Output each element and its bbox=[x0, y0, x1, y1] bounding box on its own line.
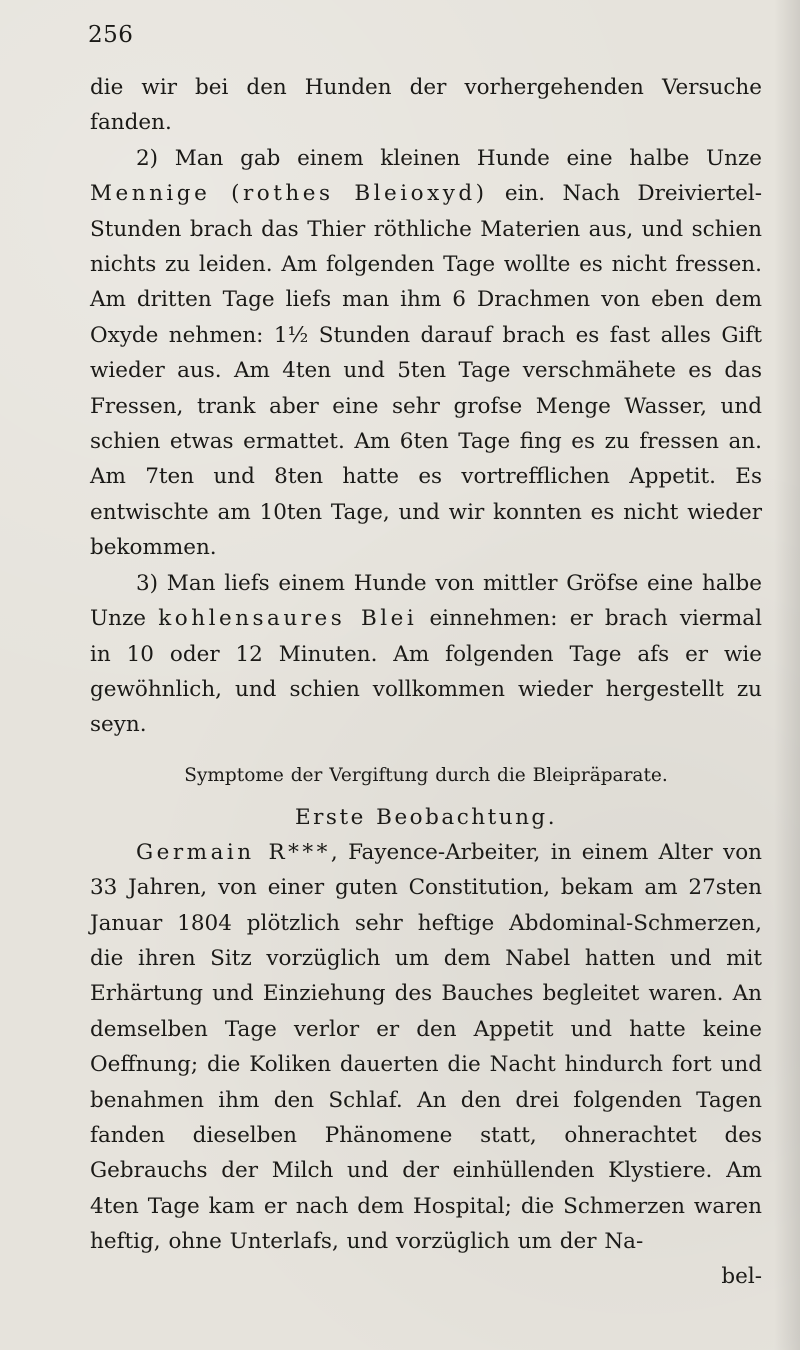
observation-heading: Erste Beobachtung. bbox=[294, 804, 558, 830]
spaced-name: Germain R*** bbox=[136, 839, 331, 865]
paragraph-experiment-2 bbox=[90, 141, 762, 566]
paragraph-text: , Fayence-Arbeiter, in einem Alter von 33 Jahren, von einer guten Constitution, bekam am 27sten Januar 1804 plötzlich sehr heftige Abdominal-Schmerzen, die ihren Sitz vorzüglich um dem Nabel hatten und mit Erhärtung und Einziehung des Bauches begleitet waren. An demselben Tage verlor er den Appetit und hatte keine Oeffnung; die Koliken dauerten die Nacht hindurch fort und benahmen ihm den Schlaf. An den drei folgenden Tagen fanden dieselben Phänomene statt, ohnerachtet des Gebrauchs der Milch und der einhüllenden Klystiere. Am 4ten Tage kam er nach dem Hospital; die Schmerzen waren heftig, ohne Unterlafs, und vorzüglich um der Na- bbox=[90, 839, 762, 1255]
paragraph-text: 3) Man liefs einem Hunde von mittler Gröfse eine halbe Unze bbox=[90, 570, 762, 632]
catchword: bel- bbox=[721, 1263, 762, 1289]
section-title: Symptome der Vergiftung durch die Bleipräparate. bbox=[184, 764, 668, 786]
paragraph-continuation bbox=[90, 70, 762, 141]
paragraph-text: einnehmen: er brach viermal in 10 oder 12 Minuten. Am folgenden Tage afs er wie gewöhnlich, und schien vollkommen wieder hergestellt zu seyn. bbox=[90, 606, 762, 738]
paragraph-text: ein. Nach Dreiviertel-Stunden brach das Thier röthliche Materien aus, und schien nichts zu leiden. Am folgenden Tage wollte es nicht fressen. Am dritten Tage liefs man ihm 6 Drachmen von eben dem Oxyde nehmen: 1½ Stunden darauf brach es fast alles Gift wieder aus. Am 4ten und 5ten Tage verschmähete es das Fressen, trank aber eine sehr grofse Menge Wasser, und schien etwas ermattet. Am 6ten Tage fing es zu fressen an. Am 7ten und 8ten hatte es vortrefflichen Appetit. Es entwischte am 10ten Tage, und wir konnten es nicht wieder bekommen. bbox=[90, 181, 762, 561]
page-number: 256 bbox=[88, 22, 134, 48]
paragraph-text: 2) Man gab einem kleinen Hunde eine halbe Unze bbox=[136, 145, 762, 171]
spaced-term: kohlensaures Blei bbox=[158, 606, 418, 632]
page-body bbox=[90, 70, 762, 1292]
paragraph-text: die wir bei den Hunden der vorhergehenden Versuche fanden. bbox=[90, 75, 762, 136]
spaced-term: Mennige (rothes Bleioxyd) bbox=[90, 181, 488, 207]
paragraph-experiment-3 bbox=[90, 566, 762, 743]
paragraph-observation-1 bbox=[90, 835, 762, 1260]
